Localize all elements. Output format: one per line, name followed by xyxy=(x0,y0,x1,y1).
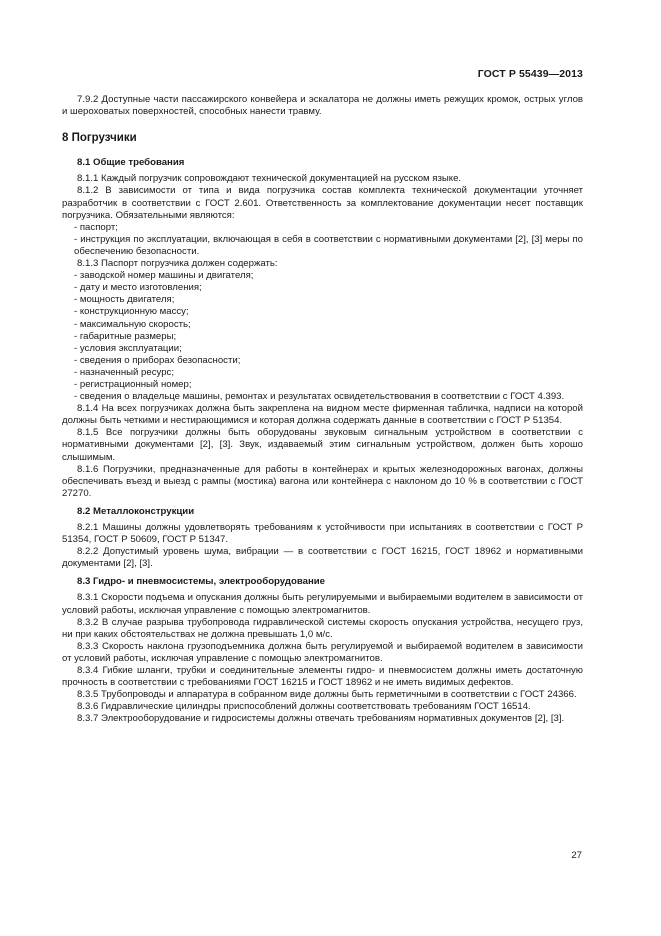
subsection-8-2-title: 8.2 Металлоконструкции xyxy=(77,505,195,517)
paragraph-8-3-5: 8.3.5 Трубопроводы и аппаратура в собранном виде должны быть герметичными в соответствии с ГОСТ 24366. xyxy=(77,689,577,701)
section-8-title: 8 Погрузчики xyxy=(62,132,137,145)
paragraph-8-3-6: 8.3.6 Гидравлические цилиндры приспособлений должны соответствовать требованиям ГОСТ 16514. xyxy=(77,701,531,713)
subsection-8-3-title: 8.3 Гидро- и пневмосистемы, электрооборудование xyxy=(77,576,325,588)
list-item: - габаритные размеры; xyxy=(74,330,177,342)
list-item: - сведения о приборах безопасности; xyxy=(74,354,241,366)
paragraph-8-3-3: 8.3.3 Скорость наклона грузоподъемника должна быть регулируемой и выбираемой водителем в зависимости от условий работы, исключая управление с помощью электромагнитов. xyxy=(62,640,583,664)
list-item: - дату и место изготовления; xyxy=(74,282,202,294)
paragraph-8-1-1: 8.1.1 Каждый погрузчик сопровождают технической документацией на русском языке. xyxy=(77,173,462,185)
list-item: - условия эксплуатации; xyxy=(74,342,182,354)
list-item: - регистрационный номер; xyxy=(74,378,192,390)
list-item: - паспорт; xyxy=(74,221,118,233)
paragraph-8-3-4: 8.3.4 Гибкие шланги, трубки и соединительные элементы гидро- и пневмосистем должны иметь достаточную прочность в соответствии с требованиями ГОСТ 16215 и ГОСТ 18962 и не иметь видимых дефектов. xyxy=(62,665,583,689)
list-item: - максимальную скорость; xyxy=(74,318,191,330)
paragraph-7-9-2: 7.9.2 Доступные части пассажирского конвейера и эскалатора не должны иметь режущих кромок, острых углов и шероховатых поверхностей, способных нанести травму. xyxy=(62,94,583,118)
list-item: - сведения о владельце машины, ремонтах и результатах освидетельствования в соответствии с ГОСТ 4.393. xyxy=(74,391,565,403)
paragraph-8-2-1: 8.2.1 Машины должны удовлетворять требованиям к устойчивости при испытаниях в соответствии с ГОСТ Р 51354, ГОСТ Р 50609, ГОСТ Р 51347. xyxy=(62,522,583,546)
paragraph-8-1-2: 8.1.2 В зависимости от типа и вида погрузчика состав комплекта технической документации уточняет разработчик в соответствии с ГОСТ 2.601. Ответственность за комплектование документации несет поставщик погрузчика. Обязательными являются: xyxy=(62,185,583,221)
paragraph-8-3-2: 8.3.2 В случае разрыва трубопровода гидравлической системы скорость опускания устройства, несущего груз, ни при каких обстоятельствах не должна превышать 1,0 м/с. xyxy=(62,616,583,640)
list-item: - заводской номер машины и двигателя; xyxy=(74,270,254,282)
page-number: 27 xyxy=(571,850,582,861)
list-item: - инструкция по эксплуатации, включающая в себя в соответствии с нормативными документами [2], [3] меры по обеспечению безопасности. xyxy=(74,233,583,257)
list-item: - мощность двигателя; xyxy=(74,294,175,306)
paragraph-8-3-7: 8.3.7 Электрооборудование и гидросистемы должны отвечать требованиям нормативных документов [2], [3]. xyxy=(77,713,565,725)
document-code-header: ГОСТ Р 55439—2013 xyxy=(477,68,583,80)
paragraph-8-3-1: 8.3.1 Скорости подъема и опускания должны быть регулируемыми и выбираемыми водителем в зависимости от условий работы, исключая управление с помощью электромагнитов. xyxy=(62,592,583,616)
paragraph-8-2-2: 8.2.2 Допустимый уровень шума, вибрации — в соответствии с ГОСТ 16215, ГОСТ 18962 и нормативными документами [2], [3]. xyxy=(62,546,583,570)
subsection-8-1-title: 8.1 Общие требования xyxy=(77,157,185,169)
list-item: - конструкционную массу; xyxy=(74,306,189,318)
paragraph-8-1-3: 8.1.3 Паспорт погрузчика должен содержать: xyxy=(77,258,278,270)
paragraph-8-1-6: 8.1.6 Погрузчики, предназначенные для работы в контейнерах и крытых железнодорожных вагонах, должны обеспечивать въезд и выезд с рампы (мостика) вагона или контейнера с наклоном до 10 % в соответствии с ГОСТ 27270. xyxy=(62,463,583,499)
paragraph-8-1-5: 8.1.5 Все погрузчики должны быть оборудованы звуковым сигнальным устройством в соответствии с нормативными документами [2], [3]. Звук, издаваемый этим сигнальным устройством, должен быть хорошо слышимым. xyxy=(62,427,583,463)
paragraph-8-1-4: 8.1.4 На всех погрузчиках должна быть закреплена на видном месте фирменная табличка, надписи на которой должны быть четкими и нестирающимися и которая должна содержать данные в соответствии с ГОСТ Р 51354. xyxy=(62,403,583,427)
page-body xyxy=(62,94,583,726)
list-item: - назначенный ресурс; xyxy=(74,366,175,378)
